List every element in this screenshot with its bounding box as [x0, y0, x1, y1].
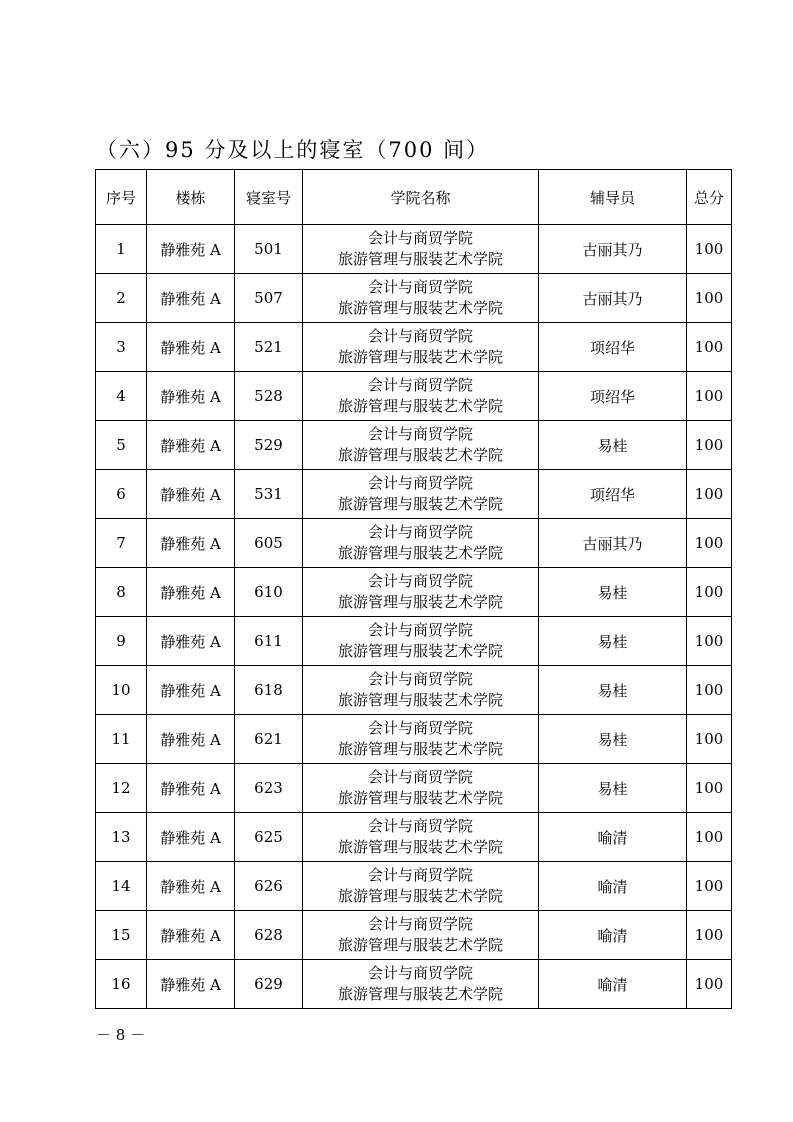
cell-score: 100 [687, 225, 732, 274]
table-row [96, 715, 732, 764]
cell-room: 610 [235, 568, 303, 617]
college-line-1: 会计与商贸学院 [367, 915, 473, 933]
cell-room: 623 [235, 764, 303, 813]
cell-seq: 14 [96, 862, 147, 911]
cell-college [303, 323, 539, 372]
college-line-2: 旅游管理与服装艺术学院 [337, 250, 503, 268]
table-row [96, 372, 732, 421]
college-line-2: 旅游管理与服装艺术学院 [337, 495, 503, 513]
cell-college [303, 715, 539, 764]
cell-room: 611 [235, 617, 303, 666]
table-row [96, 568, 732, 617]
college-line-2: 旅游管理与服装艺术学院 [337, 838, 503, 856]
cell-college [303, 225, 539, 274]
cell-seq: 2 [96, 274, 147, 323]
cell-counselor: 项绍华 [539, 323, 687, 372]
cell-college [303, 274, 539, 323]
cell-room: 521 [235, 323, 303, 372]
college-line-2: 旅游管理与服装艺术学院 [337, 544, 503, 562]
college-line-1: 会计与商贸学院 [367, 866, 473, 884]
cell-score: 100 [687, 421, 732, 470]
cell-seq: 4 [96, 372, 147, 421]
table-row [96, 813, 732, 862]
college-line-1: 会计与商贸学院 [367, 621, 473, 639]
header-score: 总分 [687, 170, 732, 225]
college-line-2: 旅游管理与服装艺术学院 [337, 691, 503, 709]
cell-building: 静雅苑 A [147, 813, 235, 862]
college-line-2: 旅游管理与服装艺术学院 [337, 593, 503, 611]
cell-score: 100 [687, 911, 732, 960]
college-line-1: 会计与商贸学院 [367, 474, 473, 492]
college-line-1: 会计与商贸学院 [367, 817, 473, 835]
cell-room: 625 [235, 813, 303, 862]
cell-building: 静雅苑 A [147, 225, 235, 274]
table-row [96, 862, 732, 911]
college-line-1: 会计与商贸学院 [367, 523, 473, 541]
cell-building: 静雅苑 A [147, 274, 235, 323]
cell-counselor: 易桂 [539, 715, 687, 764]
table-row [96, 764, 732, 813]
cell-counselor: 古丽其乃 [539, 519, 687, 568]
cell-building: 静雅苑 A [147, 911, 235, 960]
cell-counselor: 喻清 [539, 862, 687, 911]
college-line-2: 旅游管理与服装艺术学院 [337, 887, 503, 905]
page-number: － 8 － [96, 1026, 146, 1044]
cell-building: 静雅苑 A [147, 519, 235, 568]
cell-room: 621 [235, 715, 303, 764]
cell-score: 100 [687, 813, 732, 862]
college-line-1: 会计与商贸学院 [367, 229, 473, 247]
college-line-2: 旅游管理与服装艺术学院 [337, 985, 503, 1003]
cell-score: 100 [687, 862, 732, 911]
table-row [96, 911, 732, 960]
cell-seq: 16 [96, 960, 147, 1009]
table-row [96, 960, 732, 1009]
cell-building: 静雅苑 A [147, 372, 235, 421]
cell-seq: 3 [96, 323, 147, 372]
cell-seq: 15 [96, 911, 147, 960]
header-room: 寝室号 [235, 170, 303, 225]
cell-building: 静雅苑 A [147, 862, 235, 911]
table-body [96, 225, 732, 1009]
college-line-2: 旅游管理与服装艺术学院 [337, 299, 503, 317]
cell-seq: 1 [96, 225, 147, 274]
table-row [96, 617, 732, 666]
cell-room: 529 [235, 421, 303, 470]
cell-building: 静雅苑 A [147, 568, 235, 617]
cell-room: 629 [235, 960, 303, 1009]
college-line-1: 会计与商贸学院 [367, 425, 473, 443]
cell-counselor: 易桂 [539, 666, 687, 715]
cell-score: 100 [687, 960, 732, 1009]
cell-counselor: 喻清 [539, 911, 687, 960]
college-line-2: 旅游管理与服装艺术学院 [337, 397, 503, 415]
cell-building: 静雅苑 A [147, 617, 235, 666]
cell-seq: 6 [96, 470, 147, 519]
table-row [96, 274, 732, 323]
cell-seq: 8 [96, 568, 147, 617]
college-line-1: 会计与商贸学院 [367, 768, 473, 786]
cell-building: 静雅苑 A [147, 960, 235, 1009]
college-line-1: 会计与商贸学院 [367, 376, 473, 394]
college-line-1: 会计与商贸学院 [367, 572, 473, 590]
cell-seq: 11 [96, 715, 147, 764]
section-title: （六）95 分及以上的寝室（700 间） [96, 138, 490, 162]
cell-building: 静雅苑 A [147, 470, 235, 519]
college-line-2: 旅游管理与服装艺术学院 [337, 348, 503, 366]
college-line-2: 旅游管理与服装艺术学院 [337, 446, 503, 464]
cell-building: 静雅苑 A [147, 421, 235, 470]
cell-score: 100 [687, 617, 732, 666]
cell-score: 100 [687, 372, 732, 421]
table-row [96, 519, 732, 568]
cell-counselor: 古丽其乃 [539, 274, 687, 323]
cell-counselor: 易桂 [539, 421, 687, 470]
cell-room: 528 [235, 372, 303, 421]
table-row [96, 421, 732, 470]
cell-room: 628 [235, 911, 303, 960]
cell-room: 501 [235, 225, 303, 274]
college-line-2: 旅游管理与服装艺术学院 [337, 740, 503, 758]
cell-building: 静雅苑 A [147, 715, 235, 764]
table-row [96, 666, 732, 715]
cell-college [303, 911, 539, 960]
college-line-1: 会计与商贸学院 [367, 719, 473, 737]
cell-seq: 13 [96, 813, 147, 862]
table-row [96, 323, 732, 372]
cell-score: 100 [687, 323, 732, 372]
cell-score: 100 [687, 568, 732, 617]
cell-room: 626 [235, 862, 303, 911]
cell-score: 100 [687, 715, 732, 764]
cell-building: 静雅苑 A [147, 666, 235, 715]
cell-college [303, 862, 539, 911]
cell-seq: 12 [96, 764, 147, 813]
cell-college [303, 470, 539, 519]
cell-room: 605 [235, 519, 303, 568]
cell-building: 静雅苑 A [147, 764, 235, 813]
cell-college [303, 960, 539, 1009]
cell-college [303, 568, 539, 617]
cell-score: 100 [687, 764, 732, 813]
header-seq: 序号 [96, 170, 147, 225]
cell-counselor: 易桂 [539, 568, 687, 617]
cell-score: 100 [687, 274, 732, 323]
cell-counselor: 易桂 [539, 617, 687, 666]
cell-college [303, 519, 539, 568]
cell-college [303, 421, 539, 470]
cell-building: 静雅苑 A [147, 323, 235, 372]
table-row [96, 225, 732, 274]
dormitory-table [95, 169, 732, 1009]
cell-room: 618 [235, 666, 303, 715]
cell-college [303, 764, 539, 813]
college-line-1: 会计与商贸学院 [367, 278, 473, 296]
college-line-1: 会计与商贸学院 [367, 327, 473, 345]
college-line-2: 旅游管理与服装艺术学院 [337, 936, 503, 954]
cell-college [303, 372, 539, 421]
header-building: 楼栋 [147, 170, 235, 225]
table-header-row [96, 170, 732, 225]
cell-room: 507 [235, 274, 303, 323]
college-line-2: 旅游管理与服装艺术学院 [337, 642, 503, 660]
cell-score: 100 [687, 470, 732, 519]
cell-counselor: 项绍华 [539, 470, 687, 519]
cell-room: 531 [235, 470, 303, 519]
cell-college [303, 617, 539, 666]
cell-seq: 7 [96, 519, 147, 568]
cell-seq: 10 [96, 666, 147, 715]
cell-college [303, 666, 539, 715]
cell-counselor: 喻清 [539, 813, 687, 862]
cell-counselor: 易桂 [539, 764, 687, 813]
cell-score: 100 [687, 519, 732, 568]
cell-counselor: 喻清 [539, 960, 687, 1009]
cell-counselor: 古丽其乃 [539, 225, 687, 274]
cell-score: 100 [687, 666, 732, 715]
cell-college [303, 813, 539, 862]
header-college: 学院名称 [303, 170, 539, 225]
college-line-2: 旅游管理与服装艺术学院 [337, 789, 503, 807]
college-line-1: 会计与商贸学院 [367, 670, 473, 688]
cell-counselor: 项绍华 [539, 372, 687, 421]
table-row [96, 470, 732, 519]
college-line-1: 会计与商贸学院 [367, 964, 473, 982]
cell-seq: 9 [96, 617, 147, 666]
cell-seq: 5 [96, 421, 147, 470]
header-counselor: 辅导员 [539, 170, 687, 225]
